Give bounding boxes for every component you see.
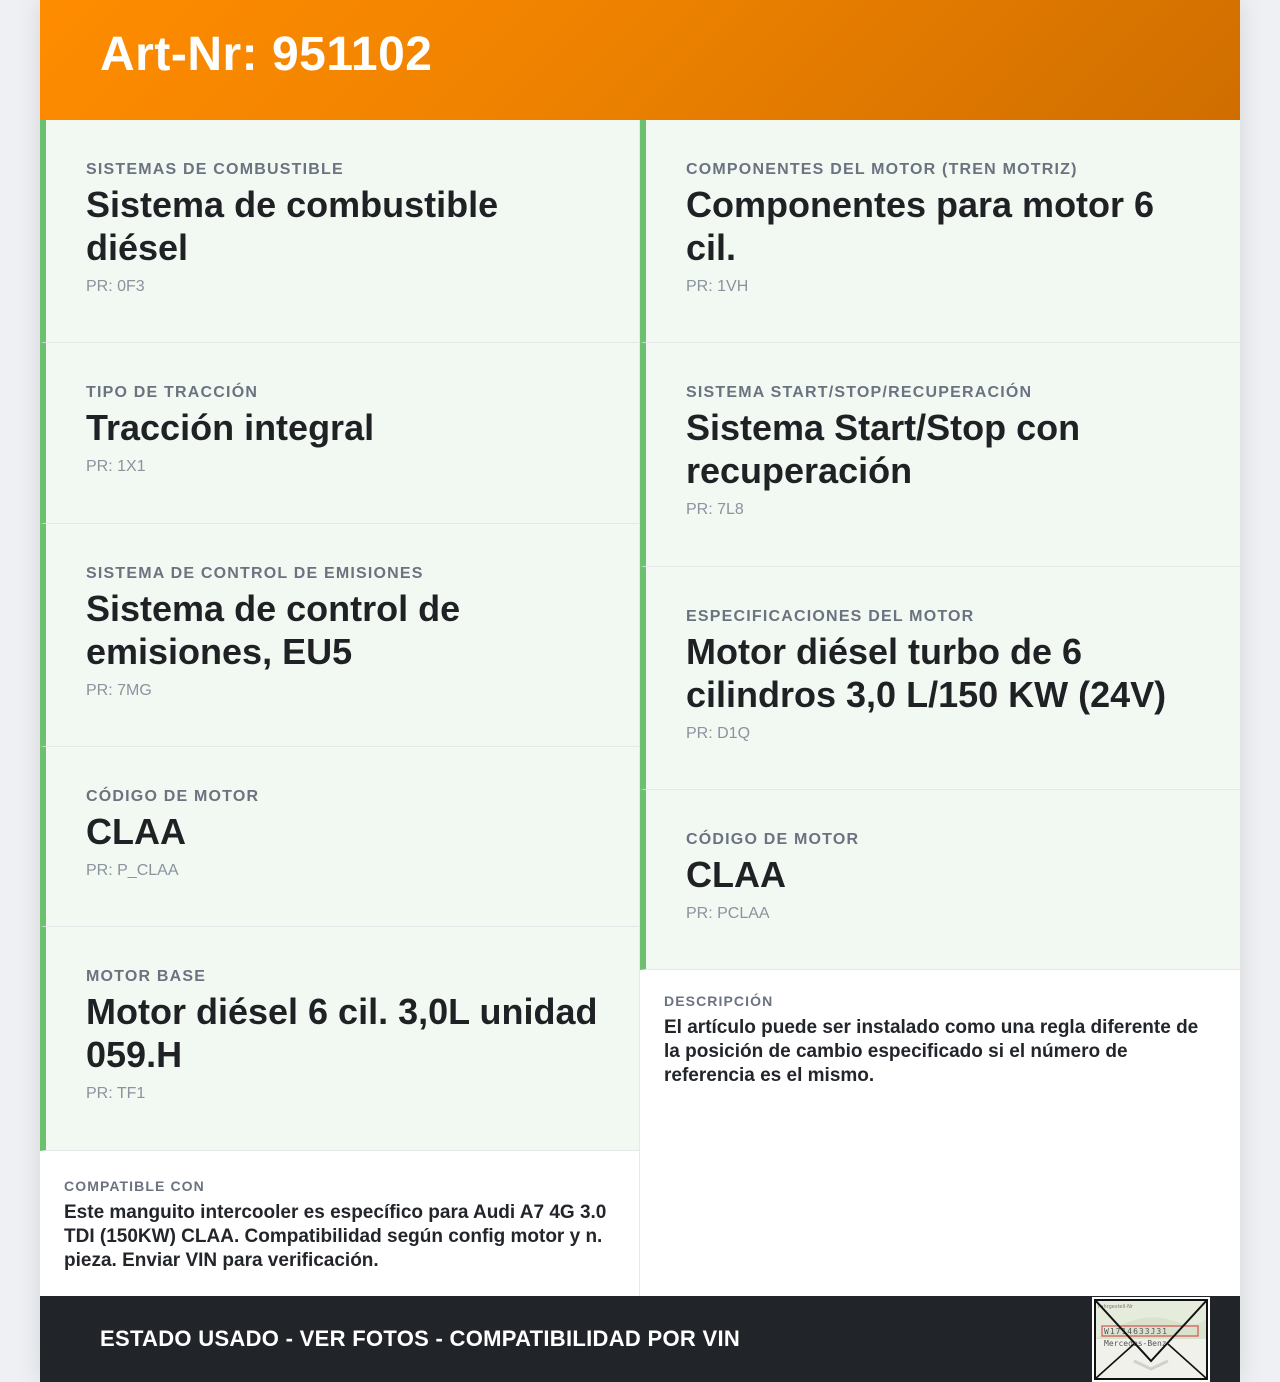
condition-status: ESTADO USADO - VER FOTOS - COMPATIBILIDAD POR VIN	[100, 1326, 741, 1351]
spec-card-fuel-system	[40, 120, 639, 343]
svg-text:Fahrgestell-Nr: Fahrgestell-Nr	[1098, 1304, 1133, 1310]
spec-value: Motor diésel turbo de 6 cilindros 3,0 L/150 KW (24V)	[686, 631, 1167, 715]
spec-card-traction-type	[40, 343, 639, 524]
spec-card-engine-components	[640, 120, 1240, 343]
svg-text:W1714633J31: W1714633J31	[1104, 1327, 1168, 1336]
description-note	[640, 970, 1240, 1112]
spec-card-base-engine	[40, 927, 639, 1151]
spec-value: Sistema de combustible diésel	[86, 184, 499, 268]
spec-value: Componentes para motor 6 cil.	[686, 184, 1155, 268]
spec-code: PR: 1X1	[86, 458, 146, 475]
spec-code: PR: 7L8	[686, 501, 744, 518]
footer-bar	[40, 1296, 1240, 1382]
spec-label: MOTOR BASE	[86, 968, 207, 985]
spec-code: PR: D1Q	[686, 725, 751, 742]
spec-label: COMPONENTES DEL MOTOR (TREN MOTRIZ)	[686, 161, 1078, 178]
article-number-title: Art-Nr: 951102	[100, 28, 433, 81]
note-text: El artículo puede ser instalado como una regla diferente de la posición de cambio especificado si el número de referencia es el mismo.	[664, 1017, 1199, 1086]
right-column	[640, 120, 1240, 1297]
spec-grid	[40, 120, 1240, 1297]
spec-value: CLAA	[86, 811, 186, 852]
spec-code: PR: TF1	[86, 1085, 146, 1102]
note-text: Este manguito intercooler es específico para Audi A7 4G 3.0 TDI (150KW) CLAA. Compatibilidad según config motor y n. pieza. Enviar VIN para verificación.	[64, 1202, 607, 1271]
spec-code: PR: P_CLAA	[86, 862, 179, 879]
header	[40, 0, 1240, 120]
spec-value: CLAA	[686, 854, 786, 895]
spec-card-engine-specs	[640, 567, 1240, 790]
spec-code: PR: 7MG	[86, 682, 152, 699]
spec-label: CÓDIGO DE MOTOR	[686, 831, 860, 848]
spec-label: SISTEMA START/STOP/RECUPERACIÓN	[686, 384, 1033, 401]
spec-code: PR: 0F3	[86, 278, 145, 295]
left-column	[40, 120, 640, 1297]
compatibility-note	[40, 1151, 639, 1297]
spec-label: TIPO DE TRACCIÓN	[86, 384, 259, 401]
spec-label: SISTEMAS DE COMBUSTIBLE	[86, 161, 344, 178]
spec-value: Motor diésel 6 cil. 3,0L unidad 059.H	[86, 991, 598, 1075]
spec-card-engine-code	[40, 747, 639, 927]
note-label: DESCRIPCIÓN	[664, 993, 774, 1009]
spec-code: PR: 1VH	[686, 278, 749, 295]
spec-card-emissions	[40, 524, 639, 747]
spec-value: Tracción integral	[86, 407, 375, 448]
spec-code: PR: PCLAA	[686, 905, 770, 922]
spec-card-start-stop	[640, 343, 1240, 567]
spec-label: SISTEMA DE CONTROL DE EMISIONES	[86, 565, 424, 582]
spec-label: CÓDIGO DE MOTOR	[86, 788, 260, 805]
svg-text:Mercedes-Benz: Mercedes-Benz	[1104, 1339, 1167, 1348]
product-sheet	[40, 0, 1240, 1382]
spec-value: Sistema de control de emisiones, EU5	[86, 588, 461, 672]
spec-label: ESPECIFICACIONES DEL MOTOR	[686, 608, 975, 625]
vin-thumbnail[interactable]	[1092, 1297, 1210, 1382]
envelope-vin-icon	[1094, 1299, 1208, 1380]
spec-value: Sistema Start/Stop con recuperación	[686, 407, 1081, 491]
spec-card-engine-code	[640, 790, 1240, 970]
note-label: COMPATIBLE CON	[64, 1178, 205, 1194]
